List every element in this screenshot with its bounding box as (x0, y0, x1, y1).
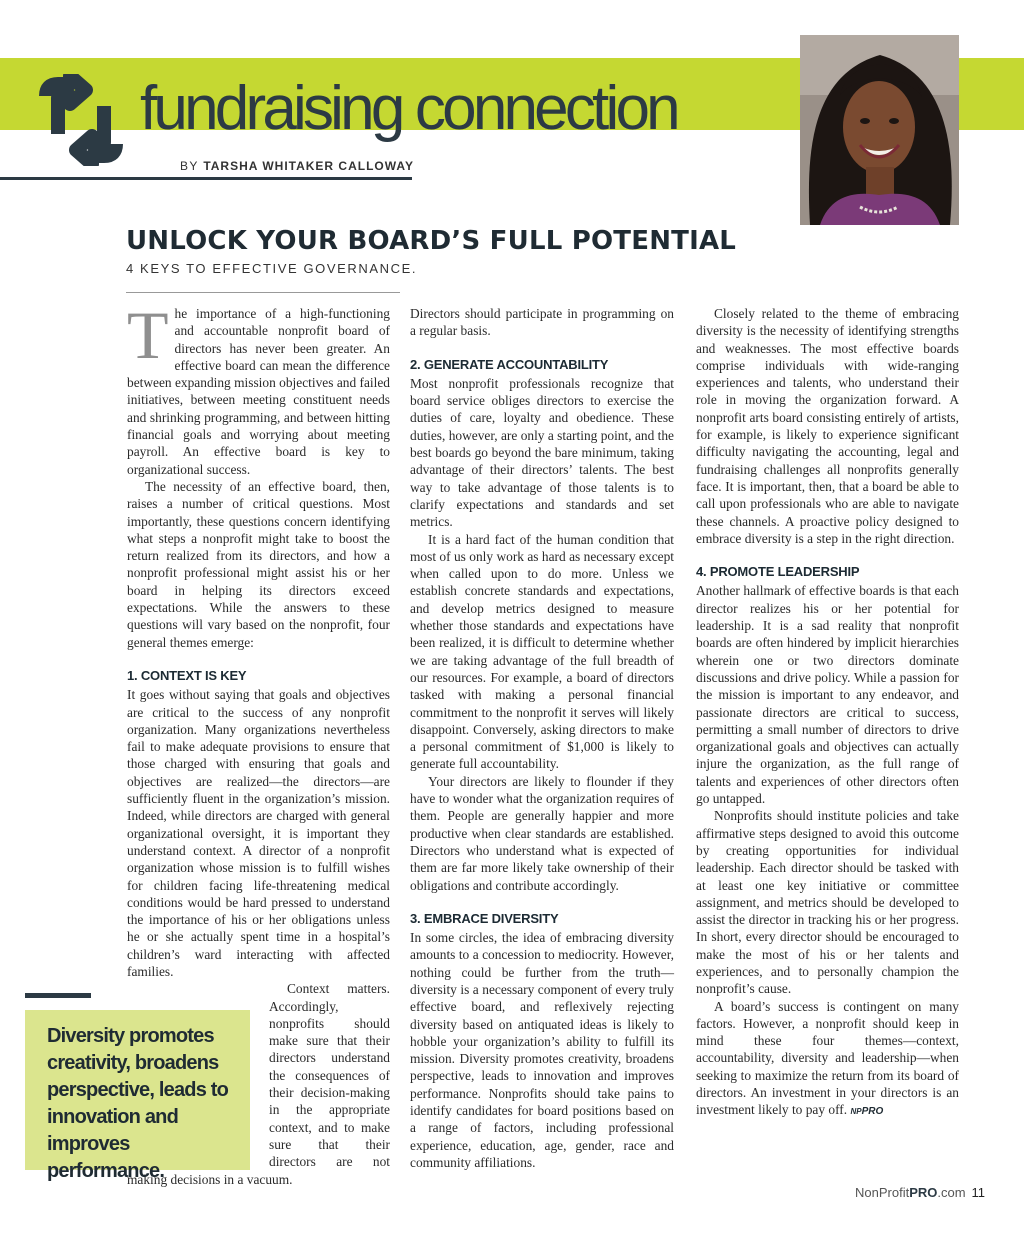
accountability-paragraph-2: It is a hard fact of the human condition that most of us only work as hard as necessary except when called upon to do more. Unless we establish concrete standards and expectations, and develop metrics designed to measure whether those standards and expectations have been realized, it is difficult to determine whether we are taking advantage of the full breadth of our resources. For example, a board of directors tasked with making a personal financial commitment to the nonprofit it serves will likely disappoint. Conversely, asking directors to make a personal commitment of $1,000 is likely to generate full accountability. (410, 531, 674, 772)
intro-paragraph-2: The necessity of an effective board, then, raises a number of critical questions. Most importantly, these questions concern identifying what steps a nonprofit might take to boost the return realized from its directors, and how a nonprofit professional might assist his or her board in helping its directors exceed expectations. While the answers to these questions will vary based on the nonprofit, four general themes emerge: (127, 478, 390, 650)
column-3 (696, 305, 959, 1121)
department-title: fundraising connection (140, 74, 677, 143)
context-paragraph-2: Context matters. Accordingly, nonprofits should make sure that their directors understand the consequences of their decision-making in the appropriate context, and to make sure that their directors are not making decisions in a vacuum. (127, 981, 390, 1187)
article-headline: UNLOCK YOUR BOARD’S FULL POTENTIAL (126, 226, 737, 256)
section-heading-diversity: 3. EMBRACE DIVERSITY (410, 910, 559, 926)
accountability-paragraph-3: Your directors are likely to flounder if they have to wonder what the organization requires of them. People are generally happier and more productive when clear standards are established. Directors who understand what is expected of them are far more likely take ownership of their obligations and contribute accordingly. (410, 773, 674, 893)
byline: BY TARSHA WHITAKER CALLOWAY (180, 159, 414, 173)
connection-arrows-icon (38, 74, 124, 166)
end-mark: NPPRO (850, 1106, 884, 1118)
intro-paragraph-1: The importance of a high-functioning and accountable nonprofit board of directors has never been greater. An effective board can mean the difference between expanding mission objectives and failed initiatives, between meeting constituent needs and shrinking programming, and between hitting financial goals and worrying about meeting payroll. An effective board is key to organizational success. (127, 297, 390, 477)
section-heading-leadership: 4. PROMOTE LEADERSHIP (696, 564, 860, 580)
page-number: 11 (971, 1185, 986, 1200)
site-name: NonProfitPRO.com (855, 1185, 966, 1200)
page-footer (855, 1185, 985, 1200)
drop-cap: T (127, 297, 169, 373)
leadership-paragraph-2: Nonprofits should institute policies and take affirmative steps designed to avoid this outcome by creating opportunities for individual leadership. Each director should be tasked with at least one key initiative or committee assignment, and metrics should be developed to assist the director in tracking his or her progress. In short, every director should be encouraged to make the most of his or her talents and experiences, and to personally champion the nonprofit’s cause. (696, 808, 959, 997)
section-heading-context: 1. CONTEXT IS KEY (127, 667, 247, 683)
section-heading-accountability: 2. GENERATE ACCOUNTABILITY (410, 356, 609, 372)
leadership-paragraph-1: Another hallmark of effective boards is that each director realizes his or her potential for leadership. It is a sad reality that nonprofit boards are often hindered by implicit hierarchies wherein one or two directors dominate discussions and drive policy. While a passion for the mission is important to any endeavor, and passionate directors are critical to success, permitting a small number of directors to drive organizational goals and objectives can actually injure the organization, as the full range of talents and experiences of other directors often go untapped. (696, 583, 959, 807)
author-name: TARSHA WHITAKER CALLOWAY (203, 159, 414, 173)
diversity-paragraph-2: Closely related to the theme of embracing diversity is the necessity of identifying strengths and weaknesses. The most effective boards comprise individuals with wide-ranging experiences and talents, who understand their role in moving the organization forward. A nonprofit arts board consisting entirely of artists, for example, is likely to experience significant difficulty navigating the accounting, legal and fundraising challenges all nonprofits generally face. It is important, then, that a board be able to call upon professionals who are able to navigate these channels. A proactive policy designed to embrace diversity is a step in the right direction. (696, 306, 959, 546)
article-subhead: 4 KEYS TO EFFECTIVE GOVERNANCE. (126, 261, 418, 276)
context-paragraph-1: It goes without saying that goals and objectives are critical to the success of any nonprofit organization. Many organizations nevertheless fail to make adequate provisions to ensure that those charged with ensuring that goals and objectives are realized—the directors—are sufficiently fluent in the organization’s mission. Indeed, while directors are charged with general organizational oversight, it is important they understand context. A director of a nonprofit organization whose mission is to fulfill wishes for children facing life-threatening medical conditions would be hard pressed to understand the importance of his or her obligations unless he or she actually spent time in a hospital’s children’s ward interacting with affected families. (127, 687, 390, 979)
column-2 (410, 305, 674, 1171)
context-paragraph-3: Directors should participate in programming on a regular basis. (410, 306, 674, 339)
accountability-paragraph-1: Most nonprofit professionals recognize that board service obliges directors to exercise the duties of care, loyalty and obedience. These duties, however, are only a starting point, and the best boards go beyond the bare minimum, taking advantage of their directors’ talents. The best way to take advantage of those talents is to clarify expectations and standards and set metrics. (410, 375, 674, 530)
subhead-divider (126, 292, 400, 293)
leadership-paragraph-3: A board’s success is contingent on many factors. However, a nonprofit should keep in mind these four themes—context, accountability, diversity and leadership—when seeking to maximize the return from its board of directors. An investment in your directors is an investment likely to pay off. NPPRO (696, 998, 959, 1118)
header-rule (0, 177, 412, 180)
diversity-paragraph-1: In some circles, the idea of embracing diversity amounts to a concession to mediocrity. However, nothing could be further from the truth—diversity is a necessary component of every truly effective board, and reflexively rejecting diversity based on antiquated ideas is likely to hobble your organization’s ability to fulfill its mission. Diversity promotes creativity, broadens perspective, leads to innovation and improves performance. Nonprofits should take pains to identify candidates for board positions based on a range of factors, including professional experience, education, age, gender, race and community affiliations. (410, 930, 674, 1170)
pull-quote-rule (25, 993, 91, 998)
pull-quote: Diversity promotes creativity, broadens perspective, leads to innovation and improves performance. (25, 1010, 250, 1170)
author-photo (800, 35, 959, 225)
